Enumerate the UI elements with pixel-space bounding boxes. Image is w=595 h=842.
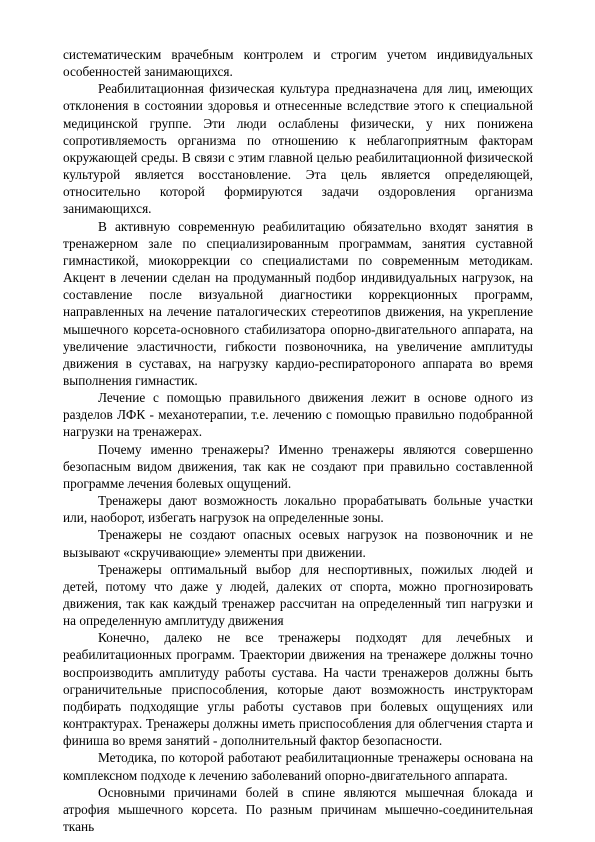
paragraph-4: Лечение с помощью правильного движения лежит в основе одного из разделов ЛФК - механотерапии, т.е. лечению с помощью правильно подобранной нагрузки на тренажерах. xyxy=(63,390,533,440)
paragraph-7: Тренажеры не создают опасных осевых нагрузок на позвоночник и не вызывают «скручивающие» элементы при движении. xyxy=(63,527,533,560)
paragraph-3: В активную современную реабилитацию обязательно входят занятия в тренажерном зале по специализированным программам, занятия суставной гимнастикой, миокоррекции со специалистами по современным методикам. Акцент в лечении сделан на продуманный подбор индивидуальных нагрузок, на составление после визуальной диагностики коррекционных программ, направленных на лечение паталогических стереотипов движения, на укрепление мышечного корсета-основного стабилизатора опорно-двигательного аппарата, на увеличение эластичности, гибкости позвоночника, на увеличение амплитуды движения в суставах, на нагрузку кардио-респиратороного аппарата во время выполнения гимнастик. xyxy=(63,218,533,388)
paragraph-6: Тренажеры дают возможность локально прорабатывать больные участки или, наоборот, избегать нагрузок на определенные зоны. xyxy=(63,493,533,526)
paragraph-10: Методика, по которой работают реабилитационные тренажеры основана на комплексном подходе к лечению заболеваний опорно-двигательного аппарата. xyxy=(63,750,533,783)
paragraph-2: Реабилитационная физическая культура предназначена для лиц, имеющих отклонения в состоянии здоровья и отнесенные вследствие этого к специальной медицинской группе. Эти люди ослаблены физически, у них понижена сопротивляемость организма по отношению к неблагоприятным факторам окружающей среды. В связи с этим главной целью реабилитационной физической культурой является восстановление. Эта цель является определяющей, относительно которой формируются задачи оздоровления организма занимающихся. xyxy=(63,81,533,217)
paragraph-8: Тренажеры оптимальный выбор для неспортивных, пожилых людей и детей, потому что даже у людей, далеких от спорта, можно прогнозировать движения, так как каждый тренажер рассчитан на определенный тип нагрузки и на определенную амплитуду движения xyxy=(63,561,533,629)
paragraph-5: Почему именно тренажеры? Именно тренажеры являются совершенно безопасным видом движения, так как не создают при правильно составленной программе лечения болевых ощущений. xyxy=(63,441,533,491)
paragraph-1-continuation: систематическим врачебным контролем и строгим учетом индивидуальных особенностей занимающихся. xyxy=(63,47,533,80)
document-page xyxy=(63,46,533,835)
paragraph-11: Основными причинами болей в спине являются мышечная блокада и атрофия мышечного корсета. По разным причинам мышечно-соединительная ткань xyxy=(63,784,533,835)
paragraph-9: Конечно, далеко не все тренажеры подходят для лечебных и реабилитационных программ. Траектории движения на тренажере должны точно воспроизводить амплитуду работы сустава. На части тренажеров должны быть ограничительные приспособления, которые дают возможность инструкторам подбирать подходящие углы работы суставов при болевых ощущениях или контрактурах. Тренажеры должны иметь приспособления для облегчения старта и финиша во время занятий - дополнительный фактор безопасности. xyxy=(63,630,533,749)
